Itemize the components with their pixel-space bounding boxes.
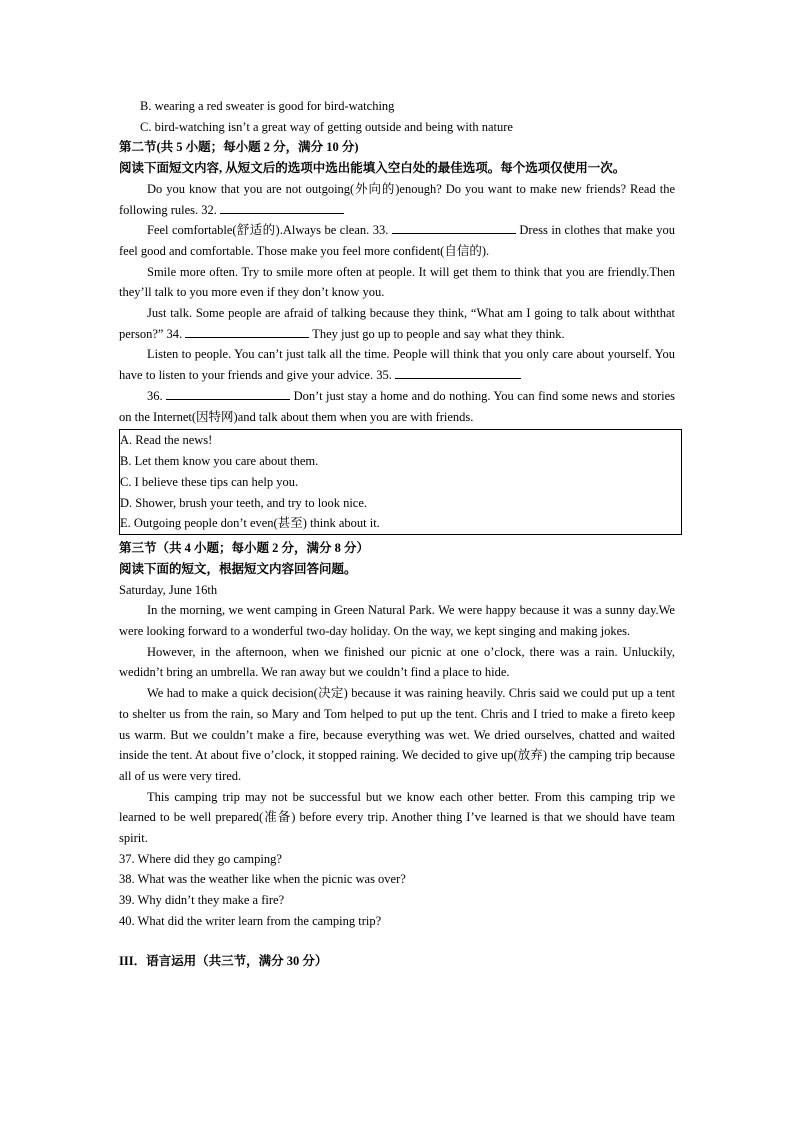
question-38: 38. What was the weather like when the picnic was over? — [119, 872, 406, 887]
section3-instruction: 阅读下面的短文，根据短文内容回答问题。 — [119, 561, 357, 576]
part3-header: III．语言运用（共三节，满分 30 分） — [119, 953, 328, 968]
blank-35[interactable] — [395, 366, 521, 379]
passage-paragraph-3: We had to make a quick decision(决定) because it was raining heavily. Chris said we could put up a tent to shelter us from the rain, so Mary and Tom helped to put up the tent. Chris and I tried to make a fireto keep us warm. But we couldn’t make a fire, because everything was wet. We dried ourselves, chatted and waited inside the tent. At about five o’clock, it stopped raining. We decided to give up(放弃) the camping trip because all of us were very tired. — [119, 686, 675, 783]
question-40: 40. What did the writer learn from the camping trip? — [119, 913, 382, 928]
section2-paragraph-2: Feel comfortable(舒适的).Always be clean. 33. Dress in clothes that make you feel good and comfortable. Those make you feel more confident(自信的). — [119, 223, 676, 258]
passage-paragraph-4: This camping trip may not be successful but we know each other better. From this camping trip we learned to be well prepared(准备) before every trip. Another thing I’ve learned is that we should have team spirit. — [119, 789, 675, 846]
diary-date: Saturday, June 16th — [119, 582, 218, 597]
section2-paragraph-1: Do you know that you are not outgoing(外向的)enough? Do you want to make new friends? Read the following rules. 32. — [119, 181, 675, 217]
options-box — [119, 429, 682, 535]
document-page — [119, 96, 675, 971]
section2-paragraph-6: 36. Don’t just stay a home and do nothing. You can find some news and stories on the Internet(因特网)and talk about them when you are with friends. — [119, 388, 675, 424]
section3-header: 第三节（共 4 小题；每小题 2 分，满分 8 分） — [119, 541, 370, 556]
section2-paragraph-3: Smile more often. Try to smile more often at people. It will get them to think that you are friendly.Then they’ll talk to you more even if they don’t know you. — [119, 264, 675, 300]
option-item: C. I believe these tips can help you. — [120, 474, 299, 489]
section2-instruction: 阅读下面短文内容, 从短文后的选项中选出能填入空白处的最佳选项。每个选项仅使用一次。 — [119, 161, 626, 176]
option-c-line: C. bird-watching isn’t a great way of getting outside and being with nature — [140, 119, 513, 134]
passage-paragraph-1: In the morning, we went camping in Green Natural Park. We were happy because it was a sunny day.We were looking forward to a wonderful two-day holiday. On the way, we kept singing and making jokes. — [119, 603, 675, 639]
blank-32[interactable] — [220, 201, 344, 214]
option-item: A. Read the news! — [120, 433, 213, 448]
section2-paragraph-4: Just talk. Some people are afraid of talking because they think, “What am I going to talk about withthat person?” 34. They just go up to people and say what they think. — [119, 306, 675, 341]
question-39: 39. Why didn’t they make a fire? — [119, 893, 285, 908]
blank-34[interactable] — [185, 325, 309, 338]
option-b-line: B. wearing a red sweater is good for bird-watching — [140, 99, 395, 113]
section2-header: 第二节(共 5 小题；每小题 2 分，满分 10 分) — [119, 140, 359, 155]
option-item: B. Let them know you care about them. — [120, 454, 319, 469]
question-37: 37. Where did they go camping? — [119, 851, 282, 866]
option-item: E. Outgoing people don’t even(甚至) think about it. — [120, 516, 380, 531]
passage-paragraph-2: However, in the afternoon, when we finished our picnic at one o’clock, there was a rain. Unluckily, wedidn’t bring an umbrella. We ran away but we couldn’t find a place to hide. — [119, 644, 675, 680]
blank-33[interactable] — [392, 221, 516, 234]
blank-36[interactable] — [166, 387, 290, 400]
section2-paragraph-5: Listen to people. You can’t just talk all the time. People will think that you only care about yourself. You have to listen to your friends and give your advice. 35. — [119, 347, 675, 383]
option-item: D. Shower, brush your teeth, and try to look nice. — [120, 495, 368, 510]
